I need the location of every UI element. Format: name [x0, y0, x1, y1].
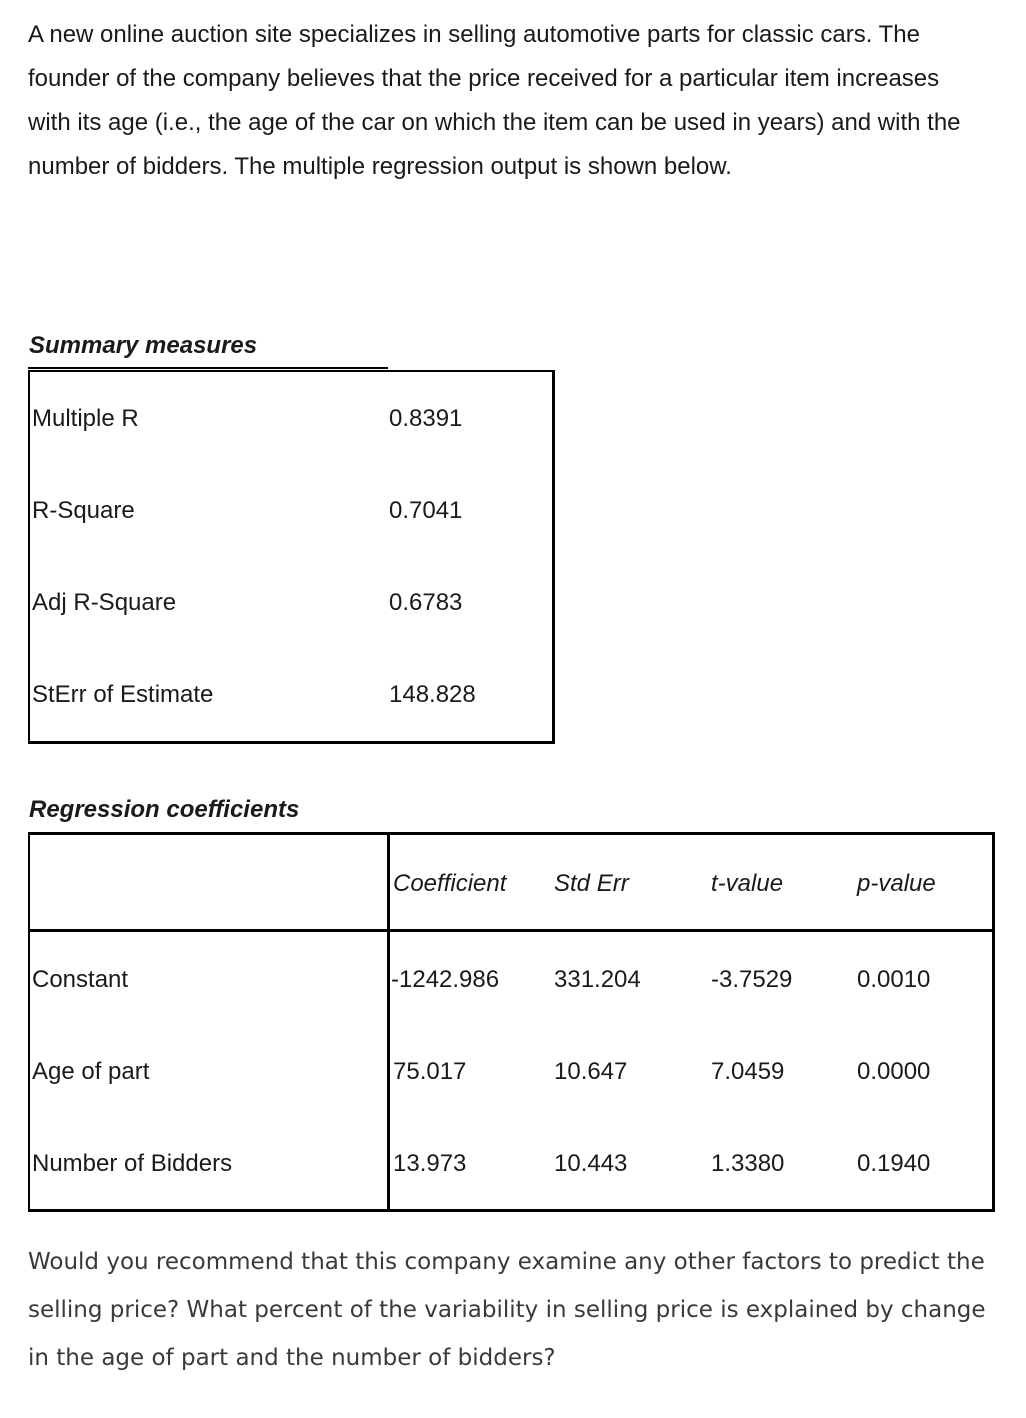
- summary-value-sterr: 148.828: [389, 681, 476, 708]
- header-coefficient: Coefficient: [393, 870, 507, 897]
- header-t-value: t-value: [711, 870, 784, 897]
- summary-value-adj-r-square: 0.6783: [389, 589, 463, 616]
- summary-label-multiple-r: Multiple R: [32, 405, 139, 432]
- summary-label-adj-r-square: Adj R-Square: [32, 589, 177, 616]
- question-text: Would you recommend that this company examine any other factors to predict the selling price? What percent of the variability in selling price is explained by change in the age of part and the number of bidders?: [28, 1249, 986, 1371]
- summary-measures-table: [28, 370, 555, 744]
- pvalue-number-of-bidders: 0.1940: [857, 1150, 931, 1177]
- table-column-divider: [387, 835, 390, 1209]
- header-p-value: p-value: [857, 870, 936, 897]
- pvalue-constant: 0.0010: [857, 966, 931, 993]
- summary-measures-title: Summary measures: [29, 332, 258, 359]
- regression-coefficients-title: Regression coefficients: [29, 796, 300, 823]
- stderr-number-of-bidders: 10.443: [554, 1150, 628, 1177]
- summary-title-underline: [28, 367, 388, 369]
- pvalue-age-of-part: 0.0000: [857, 1058, 931, 1085]
- tvalue-number-of-bidders: 1.3380: [711, 1150, 785, 1177]
- coef-number-of-bidders: 13.973: [393, 1150, 467, 1177]
- tvalue-age-of-part: 7.0459: [711, 1058, 785, 1085]
- summary-label-sterr: StErr of Estimate: [32, 681, 214, 708]
- table-header-divider: [30, 929, 992, 932]
- summary-value-r-square: 0.7041: [389, 497, 463, 524]
- row-label-number-of-bidders: Number of Bidders: [32, 1150, 233, 1177]
- stderr-constant: 331.204: [554, 966, 641, 993]
- problem-statement: A new online auction site specializes in selling automotive parts for classic cars. The founder of the company believes that the price received for a particular item increases with its age (i.e., the age of the car on which the item can be used in years) and with the number of bidders. The multiple regression output is shown below.: [28, 21, 961, 180]
- summary-value-multiple-r: 0.8391: [389, 405, 463, 432]
- coef-constant: -1242.986: [391, 966, 500, 993]
- summary-label-r-square: R-Square: [32, 497, 135, 524]
- coef-age-of-part: 75.017: [393, 1058, 467, 1085]
- header-std-err: Std Err: [554, 870, 629, 897]
- stderr-age-of-part: 10.647: [554, 1058, 628, 1085]
- tvalue-constant: -3.7529: [711, 966, 793, 993]
- row-label-constant: Constant: [32, 966, 129, 993]
- regression-coefficients-table: [28, 832, 995, 1212]
- row-label-age-of-part: Age of part: [32, 1058, 150, 1085]
